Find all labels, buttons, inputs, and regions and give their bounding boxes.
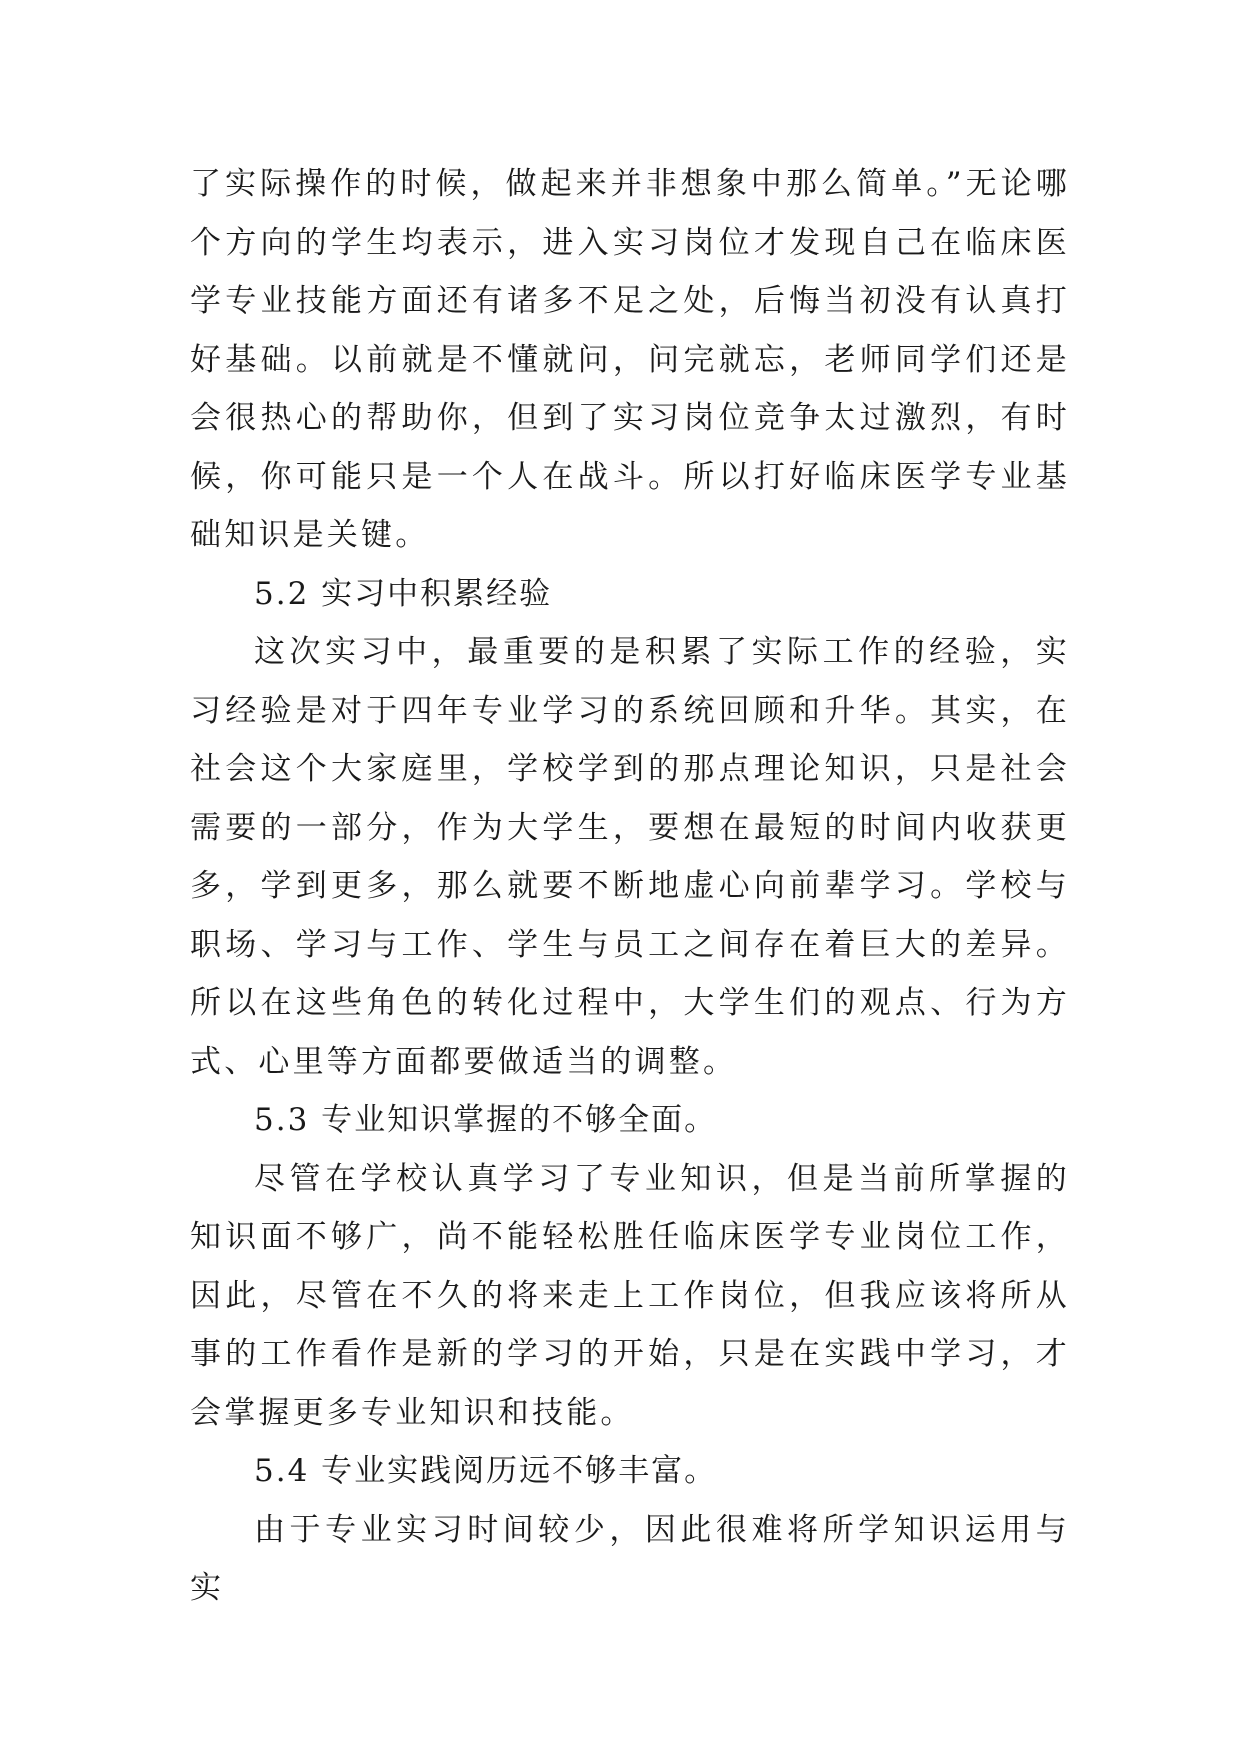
section-heading-5-3: 5.3 专业知识掌握的不够全面。 (254, 1102, 718, 1138)
paragraph-continuation: 了实际操作的时候，做起来并非想象中那么简单。”无论哪个方向的学生均表示，进入实习岗位才发现自己在临床医学专业技能方面还有诸多不足之处，后悔当初没有认真打好基础。以前就是不懂就问，问完就忘，老师同学们还是会很热心的帮助你，但到了实习岗位竞争太过激烈，有时候，你可能只是一个人在战斗。所以打好临床医学专业基础知识是关键。 (190, 166, 1070, 553)
paragraph-knowledge: 尽管在学校认真学习了专业知识，但是当前所掌握的知识面不够广，尚不能轻松胜任临床医学专业岗位工作，因此，尽管在不久的将来走上工作岗位，但我应该将所从事的工作看作是新的学习的开始，只是在实践中学习，才会掌握更多专业知识和技能。 (190, 1160, 1070, 1431)
section-heading-5-4: 5.4 专业实践阅历远不够丰富。 (254, 1453, 718, 1489)
section-heading-5-2: 5.2 实习中积累经验 (254, 575, 553, 612)
paragraph-practice: 由于专业实习时间较少，因此很难将所学知识运用与实 (190, 1511, 1070, 1606)
document-body (190, 155, 1070, 1618)
paragraph-experience: 这次实习中，最重要的是积累了实际工作的经验，实习经验是对于四年专业学习的系统回顾和升华。其实，在社会这个大家庭里，学校学到的那点理论知识，只是社会需要的一部分，作为大学生，要想在最短的时间内收获更多，学到更多，那么就要不断地虚心向前辈学习。学校与职场、学习与工作、学生与员工之间存在着巨大的差异。所以在这些角色的转化过程中，大学生们的观点、行为方式、心里等方面都要做适当的调整。 (190, 634, 1070, 1080)
